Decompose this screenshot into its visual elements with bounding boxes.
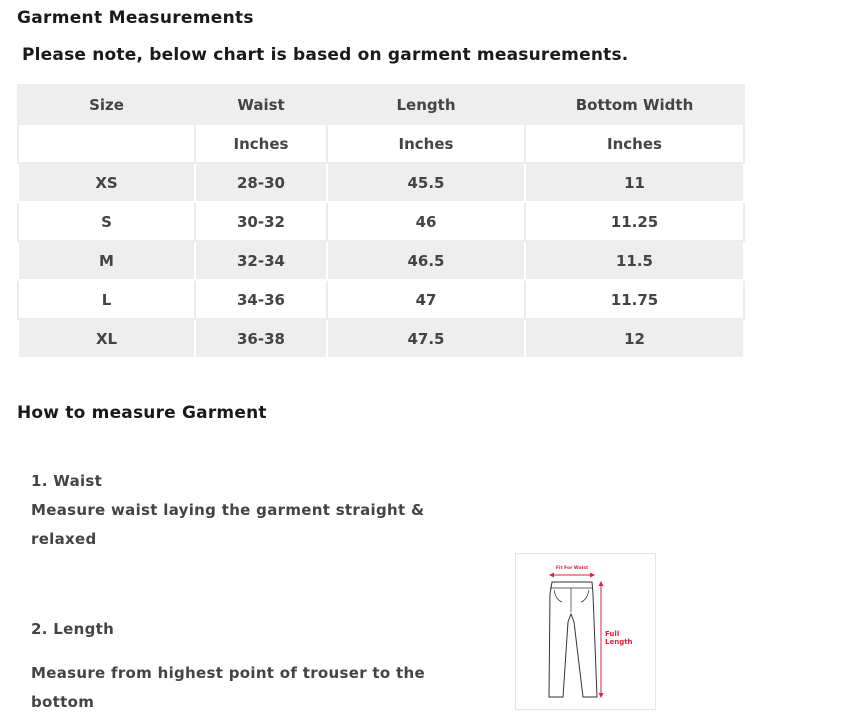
- cell-length: 45.5: [327, 163, 525, 202]
- header-size: Size: [18, 85, 195, 124]
- cell-size: S: [18, 202, 195, 241]
- table-units-row: [18, 124, 744, 163]
- cell-bottom-width: 11.75: [525, 280, 744, 319]
- how-to-measure-title: How to measure Garment: [17, 403, 267, 423]
- step-length-title: 2. Length: [31, 620, 115, 638]
- table-row: [18, 319, 744, 358]
- cell-size: L: [18, 280, 195, 319]
- length-label-2: Length: [605, 638, 633, 646]
- cell-bottom-width: 11.25: [525, 202, 744, 241]
- table-header-row: [18, 85, 744, 124]
- table-row: [18, 241, 744, 280]
- trouser-measure-diagram: [515, 553, 656, 710]
- length-label-1: Full: [605, 630, 620, 638]
- cell-size: M: [18, 241, 195, 280]
- waist-label: Fit For Waist: [555, 566, 589, 571]
- cell-waist: 30-32: [195, 202, 327, 241]
- cell-bottom-width: 12: [525, 319, 744, 358]
- table-row: [18, 163, 744, 202]
- cell-waist: 36-38: [195, 319, 327, 358]
- table-row: [18, 280, 744, 319]
- cell-bottom-width: 11.5: [525, 241, 744, 280]
- header-length: Length: [327, 85, 525, 124]
- step-waist-title: 1. Waist: [31, 472, 103, 490]
- cell-length: 46.5: [327, 241, 525, 280]
- cell-length: 46: [327, 202, 525, 241]
- table-row: [18, 202, 744, 241]
- size-chart-table: [17, 84, 745, 359]
- cell-waist: 28-30: [195, 163, 327, 202]
- page-title: Garment Measurements: [17, 8, 254, 28]
- step-waist-desc: Measure waist laying the garment straight & relaxed: [31, 501, 425, 548]
- chart-note: Please note, below chart is based on garment measurements.: [22, 45, 629, 65]
- unit-waist: Inches: [195, 124, 327, 163]
- cell-length: 47: [327, 280, 525, 319]
- cell-size: XL: [18, 319, 195, 358]
- step-length-desc: Measure from highest point of trouser to the bottom: [31, 664, 425, 711]
- unit-size: [18, 124, 195, 163]
- cell-length: 47.5: [327, 319, 525, 358]
- trouser-icon: [516, 554, 655, 709]
- header-waist: Waist: [195, 85, 327, 124]
- cell-bottom-width: 11: [525, 163, 744, 202]
- cell-waist: 34-36: [195, 280, 327, 319]
- cell-size: XS: [18, 163, 195, 202]
- unit-bottom-width: Inches: [525, 124, 744, 163]
- header-bottom-width: Bottom Width: [525, 85, 744, 124]
- unit-length: Inches: [327, 124, 525, 163]
- cell-waist: 32-34: [195, 241, 327, 280]
